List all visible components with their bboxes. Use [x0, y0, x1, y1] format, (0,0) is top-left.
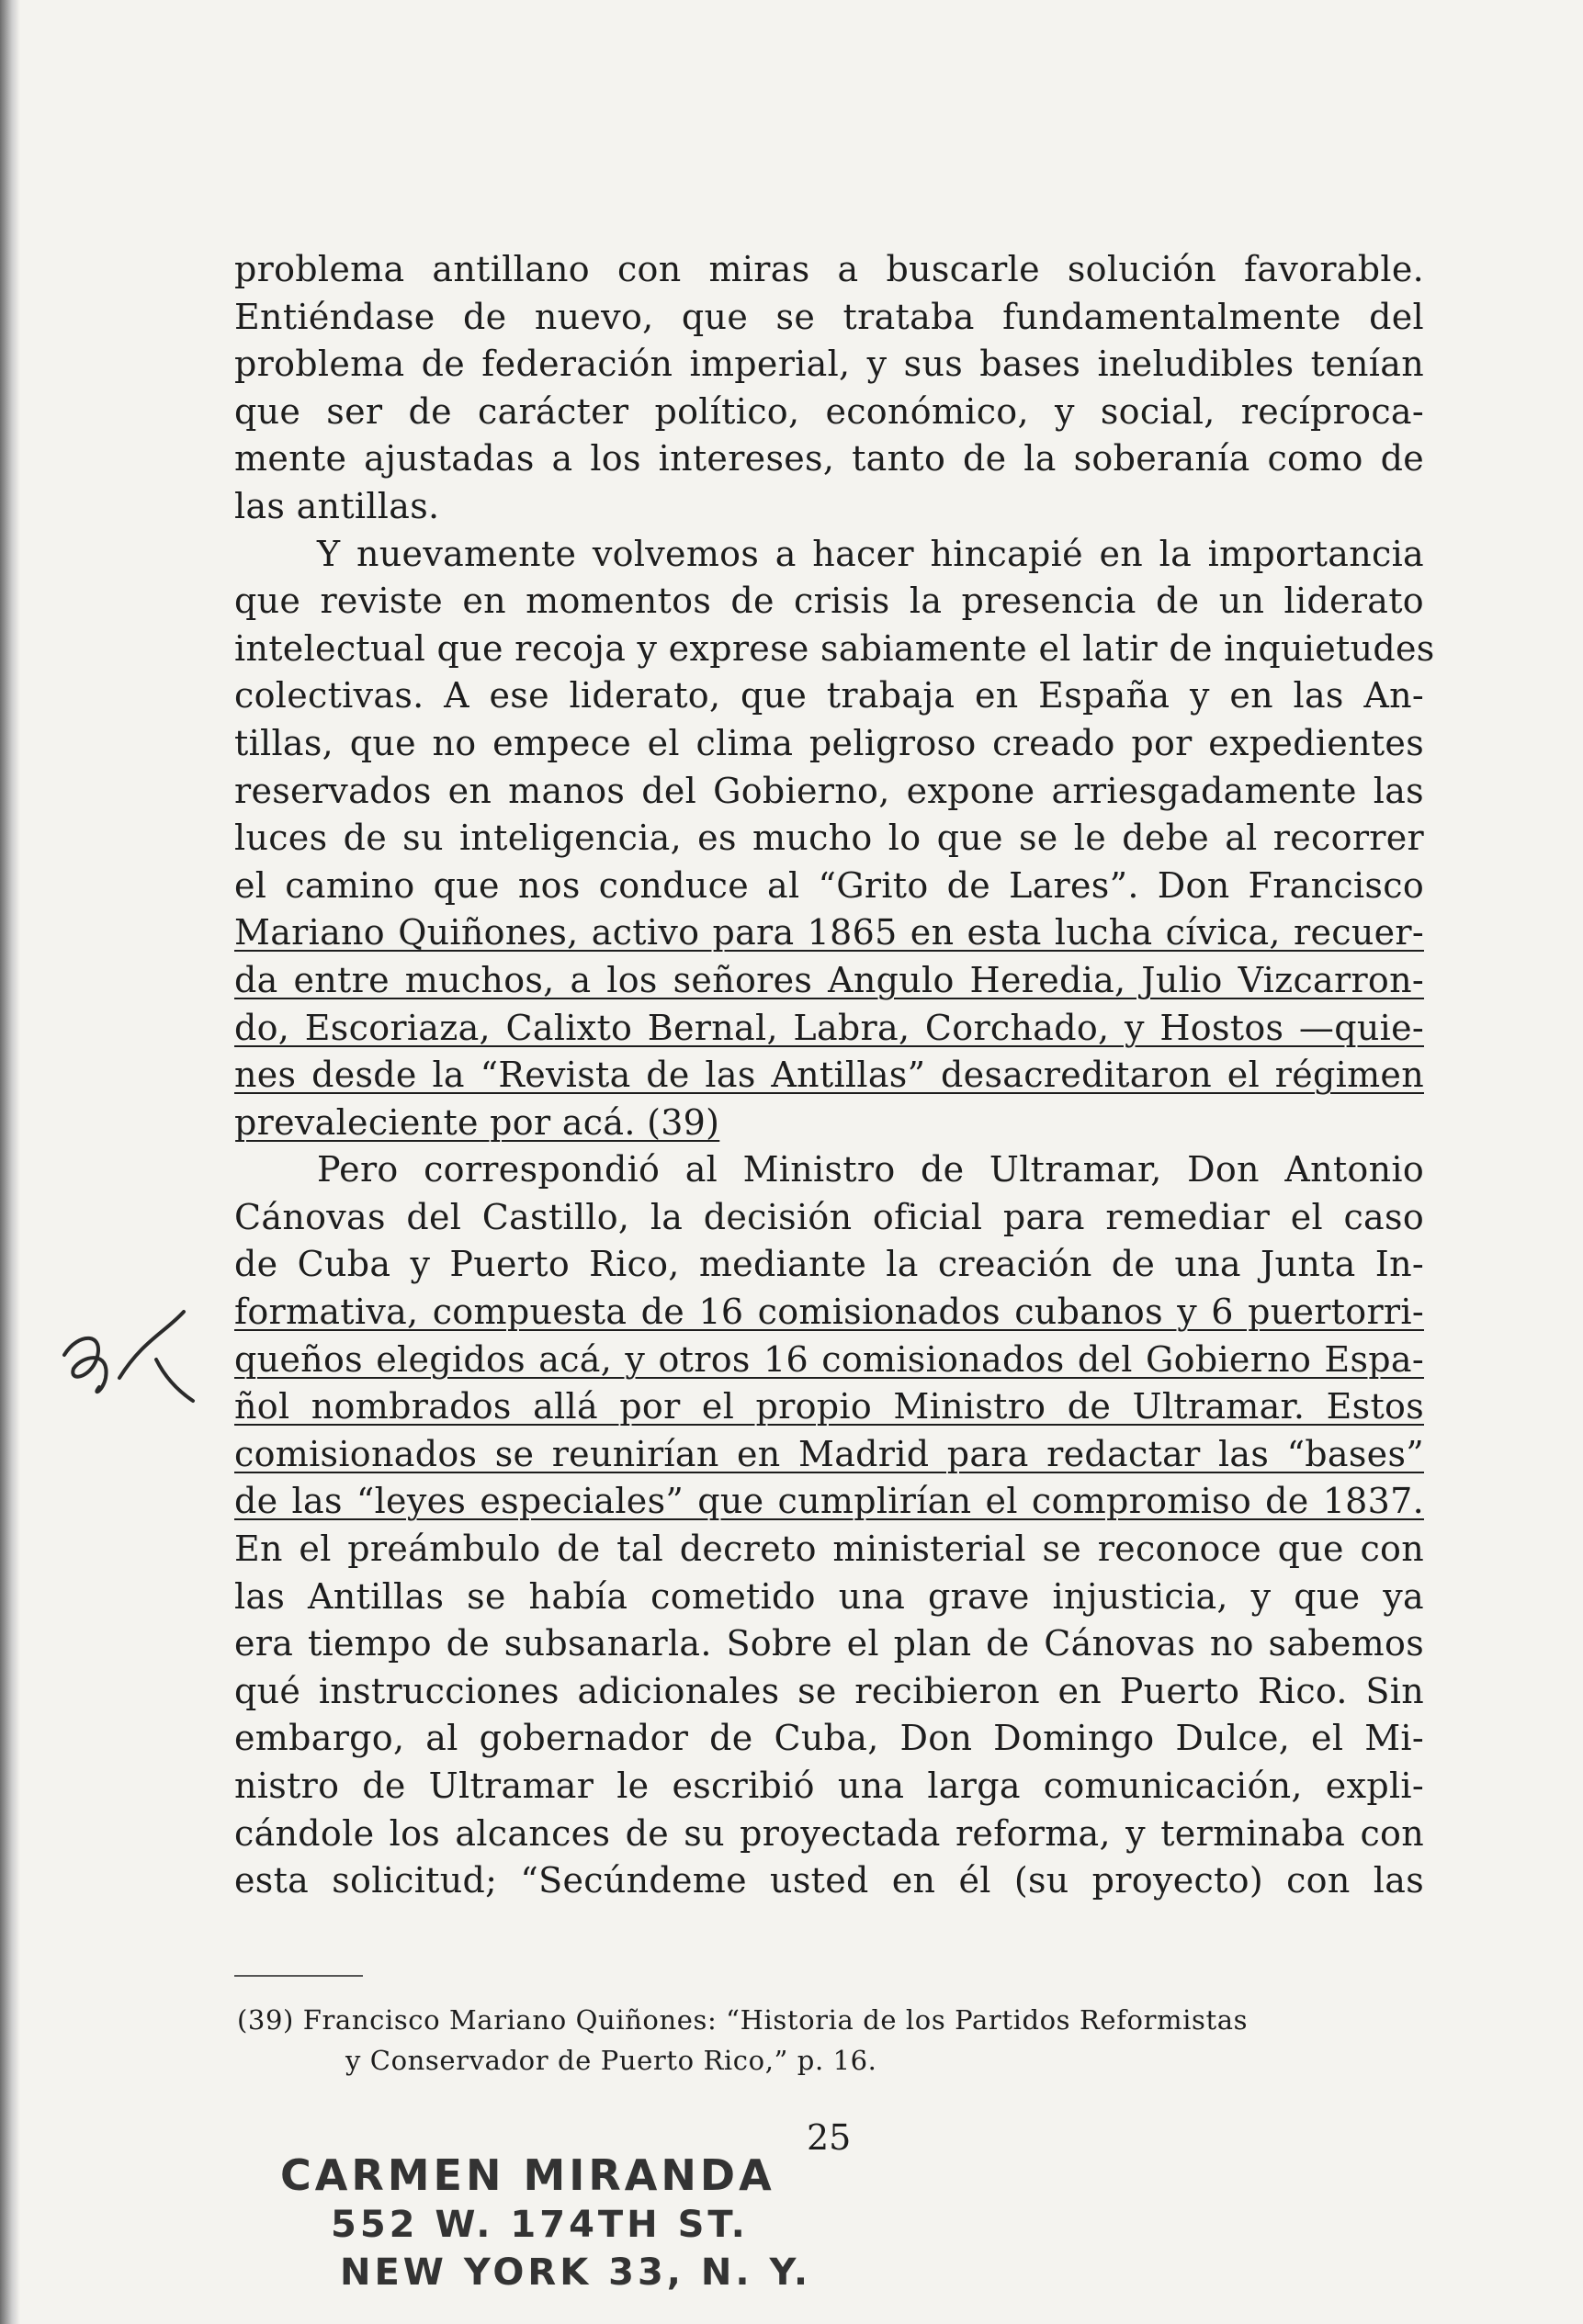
text-line: las Antillas se había cometido una grave injusticia, y que ya: [234, 1575, 1424, 1617]
owner-stamp: [280, 2149, 850, 2296]
text-line: colectivas. A ese liderato, que trabaja en España y en las An-: [234, 675, 1424, 716]
underlined-text-line: nes desde la “Revista de las Antillas” desacreditaron el régimen: [234, 1055, 1424, 1096]
page-number: 25: [807, 2117, 852, 2158]
underlined-text-line: comisionados se reunirían en Madrid para redactar las “bases”: [234, 1433, 1424, 1474]
stamp-line: 552 W. 174TH ST.: [331, 2204, 749, 2246]
text-line: cándole los alcances de su proyectada reforma, y terminaba con: [234, 1812, 1424, 1854]
text-line: problema de federación imperial, y sus bases ineludibles tenían: [234, 344, 1424, 385]
text-line: que ser de carácter político, económico, y social, recíproca-: [234, 390, 1424, 432]
text-line: qué instrucciones adicionales se recibieron en Puerto Rico. Sin: [234, 1670, 1424, 1711]
underlined-text-line: Mariano Quiñones, activo para 1865 en esta lucha cívica, recuer-: [234, 912, 1424, 953]
paragraph: [234, 1146, 1424, 1905]
text-line: que reviste en momentos de crisis la presencia de un liderato: [234, 581, 1424, 622]
text-line: era tiempo de subsanarla. Sobre el plan de Cánovas no sabemos: [234, 1623, 1424, 1664]
body-text: [234, 246, 1435, 1905]
text-line: Pero correspondió al Ministro de Ultramar, Don Antonio: [317, 1149, 1424, 1190]
text-line: luces de su inteligencia, es mucho lo que se le debe al recorrer: [234, 818, 1424, 859]
footnote: [237, 2000, 1427, 2081]
underlined-text-line: ñol nombrados allá por el propio Ministro de Ultramar. Estos: [234, 1386, 1424, 1427]
scan-edge-shadow: [0, 0, 20, 2324]
footnote-line: (39) Francisco Mariano Quiñones: “Historia de los Partidos Reformistas: [237, 2004, 1249, 2036]
paragraph: [234, 531, 1435, 1147]
underlined-text-line: prevaleciente por acá. (39): [234, 1101, 720, 1143]
text-line: intelectual que recoja y exprese sabiamente el latir de inquietudes: [234, 627, 1435, 669]
text-line: reservados en manos del Gobierno, expone arriesgadamente las: [234, 770, 1424, 811]
text-line: Cánovas del Castillo, la decisión oficial para remediar el caso: [234, 1196, 1424, 1237]
text-line: Y nuevamente volvemos a hacer hincapié en la importancia: [317, 533, 1424, 574]
text-line: las antillas.: [234, 485, 440, 526]
text-line: nistro de Ultramar le escribió una larga comunicación, expli-: [234, 1766, 1424, 1806]
text-line: En el preámbulo de tal decreto ministerial se reconoce que con: [234, 1529, 1424, 1570]
underlined-text-line: de las “leyes especiales” que cumplirían el compromiso de 1837.: [234, 1481, 1424, 1522]
underlined-text-line: do, Escoriaza, Calixto Bernal, Labra, Corchado, y Hostos —quie-: [234, 1007, 1424, 1048]
text-line: mente ajustadas a los intereses, tanto de la soberanía como de: [234, 438, 1424, 479]
underlined-text-line: da entre muchos, a los señores Angulo Heredia, Julio Vizcarron-: [234, 959, 1424, 1000]
underlined-text-line: queños elegidos acá, y otros 16 comisionados del Gobierno Espa-: [234, 1338, 1424, 1380]
handwritten-margin-mark: [55, 1304, 211, 1405]
text-line: problema antillano con miras a buscarle solución favorable.: [234, 249, 1424, 289]
paragraph: [234, 246, 1424, 531]
text-line: Entiéndase de nuevo, que se trataba fundamentalmente del: [234, 296, 1424, 337]
underlined-text-line: formativa, compuesta de 16 comisionados cubanos y 6 puertorri-: [234, 1292, 1424, 1333]
stamp-line: CARMEN MIRANDA: [280, 2150, 775, 2200]
text-line: embargo, al gobernador de Cuba, Don Domingo Dulce, el Mi-: [234, 1718, 1424, 1759]
footnote-line: y Conservador de Puerto Rico,” p. 16.: [345, 2045, 877, 2076]
text-line: esta solicitud; “Secúndeme usted en él (su proyecto) con las: [234, 1860, 1424, 1901]
text-line: tillas, que no empece el clima peligroso creado por expedientes: [234, 722, 1424, 763]
text-line: de Cuba y Puerto Rico, mediante la creación de una Junta In-: [234, 1244, 1424, 1285]
text-line: el camino que nos conduce al “Grito de Lares”. Don Francisco: [234, 864, 1424, 906]
footnote-divider: [234, 1975, 363, 1977]
stamp-line: NEW YORK 33, N. Y.: [340, 2251, 812, 2294]
